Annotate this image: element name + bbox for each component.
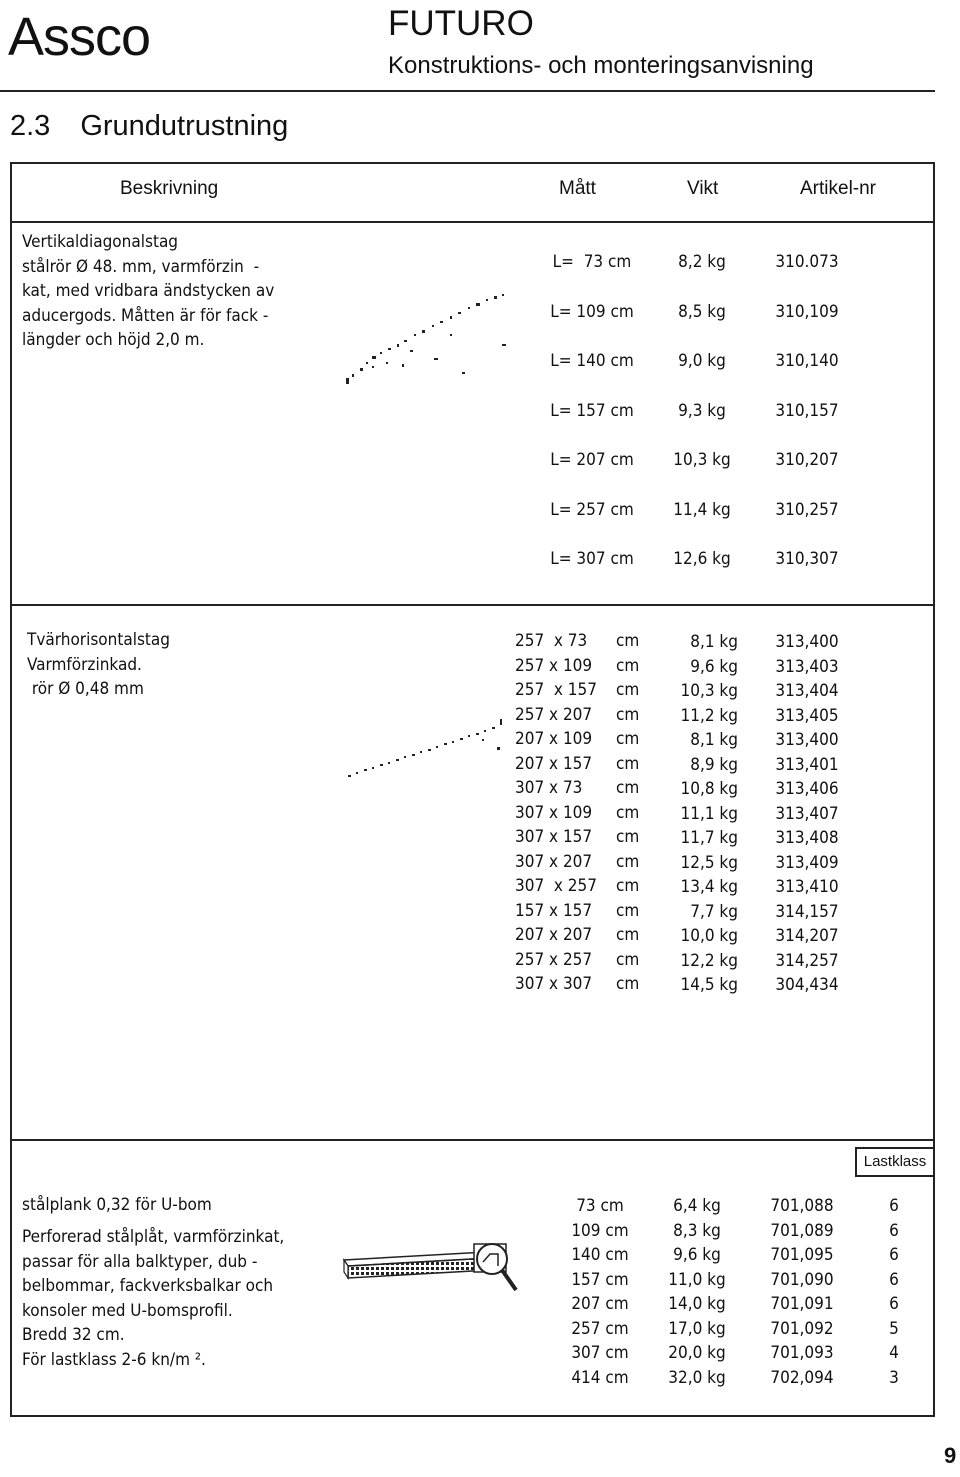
- vikt-cell: 6,4 kg: [673, 1196, 721, 1216]
- unit-cell: cm: [616, 876, 640, 896]
- unit-cell: cm: [616, 704, 640, 725]
- tvar-description: Tvärhorisontalstag Varmförzinkad. rör Ø 0,48 mm: [27, 630, 171, 699]
- unit-cell: cm: [616, 778, 640, 798]
- document-subtitle: Konstruktions- och monteringsanvisning: [388, 52, 814, 79]
- section-number: 2.3: [10, 110, 51, 142]
- matt-cell: 157 x 157: [515, 900, 593, 921]
- brand-logo: Assco: [8, 7, 151, 67]
- vikt-cell: 32,0 kg: [668, 1367, 726, 1388]
- vikt-cell: 12,5 kg: [680, 852, 738, 873]
- vikt-cell: 14,0 kg: [668, 1294, 726, 1314]
- vikt-cell: 7,7 kg: [690, 901, 738, 922]
- matt-cell: 307 x 157: [515, 827, 593, 847]
- header-rule: [0, 90, 935, 92]
- col-header-matt: Mått: [559, 178, 596, 199]
- vikt-cell: 20,0 kg: [668, 1343, 726, 1363]
- vertikal-vikt-column: [657, 250, 747, 597]
- artikel-cell: 304,434: [775, 975, 839, 995]
- section-heading: [10, 110, 288, 143]
- section-title: Grundutrustning: [80, 110, 289, 142]
- col-header-lastklass: Lastklass: [855, 1147, 935, 1177]
- row-divider-1: [12, 604, 933, 606]
- lastklass-cell: 3: [889, 1367, 899, 1388]
- vikt-cell: 12,2 kg: [680, 950, 738, 971]
- matt-cell: 307 x 307: [515, 974, 593, 994]
- vikt-cell: 11,0 kg: [668, 1269, 726, 1290]
- matt-cell: 207 x 207: [515, 925, 593, 945]
- artikel-cell: 701,095: [770, 1245, 834, 1265]
- matt-cell: 207 x 109: [515, 729, 593, 749]
- steel-plank-image: [340, 1226, 520, 1306]
- stalplank-matt-column: [560, 1194, 640, 1390]
- unit-cell: cm: [616, 851, 640, 872]
- unit-cell: cm: [616, 655, 640, 676]
- matt-cell: 307 x 257: [515, 876, 597, 896]
- artikel-cell: 701,091: [770, 1294, 834, 1314]
- artikel-cell: 310,207: [775, 450, 839, 470]
- artikel-cell: 701,088: [770, 1196, 834, 1216]
- vikt-cell: 9,6 kg: [673, 1245, 721, 1265]
- unit-cell: cm: [616, 802, 640, 823]
- unit-cell: cm: [616, 631, 640, 651]
- vikt-cell: 10,8 kg: [680, 779, 738, 799]
- vikt-cell: 14,5 kg: [680, 975, 738, 995]
- vertikal-matt-column: [522, 250, 662, 597]
- header-divider: [12, 221, 933, 223]
- unit-cell: cm: [616, 680, 640, 700]
- matt-cell: L= 140 cm: [550, 351, 634, 371]
- matt-cell: L= 257 cm: [550, 499, 634, 520]
- artikel-cell: 314,257: [775, 950, 839, 971]
- diagonal-brace-image: [342, 292, 512, 397]
- stalplank-lastklass-column: [874, 1194, 914, 1390]
- artikel-cell: 701,090: [770, 1269, 834, 1290]
- matt-cell: L= 207 cm: [550, 450, 634, 470]
- matt-cell: 307 x 109: [515, 802, 593, 823]
- vikt-cell: 8,1 kg: [690, 632, 738, 652]
- vikt-cell: 10,3 kg: [673, 450, 731, 470]
- matt-cell: 257 x 207: [515, 704, 593, 725]
- vikt-cell: 11,2 kg: [680, 705, 738, 726]
- artikel-cell: 314,157: [775, 901, 839, 922]
- unit-cell: cm: [616, 949, 640, 970]
- artikel-cell: 310.073: [775, 252, 839, 272]
- vikt-cell: 11,4 kg: [673, 499, 731, 520]
- artikel-cell: 313,409: [775, 852, 839, 873]
- lastklass-cell: 6: [889, 1269, 899, 1290]
- stalplank-vikt-column: [652, 1194, 742, 1390]
- col-header-beskrivning: Beskrivning: [120, 178, 219, 199]
- matt-cell: 257 x 157: [515, 680, 597, 700]
- document-title: FUTURO: [388, 4, 534, 43]
- equipment-table: [10, 162, 935, 1417]
- matt-cell: 307 x 207: [515, 851, 593, 872]
- vikt-cell: 8,3 kg: [673, 1220, 721, 1241]
- vikt-cell: 17,0 kg: [668, 1318, 726, 1339]
- lastklass-cell: 4: [889, 1343, 899, 1363]
- tvar-unit-column: [616, 629, 656, 997]
- matt-cell: 257 x 257: [515, 949, 593, 970]
- matt-cell: 109 cm: [571, 1220, 629, 1241]
- matt-cell: 257 cm: [571, 1318, 629, 1339]
- artikel-cell: 313,408: [775, 828, 839, 848]
- matt-cell: L= 157 cm: [550, 400, 634, 421]
- unit-cell: cm: [616, 729, 640, 749]
- artikel-cell: 313,401: [775, 754, 839, 775]
- vikt-cell: 8,1 kg: [690, 730, 738, 750]
- vikt-cell: 11,7 kg: [680, 828, 738, 848]
- artikel-cell: 313,400: [775, 730, 839, 750]
- matt-cell: 414 cm: [571, 1367, 629, 1388]
- lastklass-cell: 6: [889, 1196, 899, 1216]
- lastklass-cell: 6: [889, 1245, 899, 1265]
- vikt-cell: 8,5 kg: [678, 301, 726, 322]
- artikel-cell: 310,307: [775, 549, 839, 569]
- vikt-cell: 8,2 kg: [678, 252, 726, 272]
- artikel-cell: 701,092: [770, 1318, 834, 1339]
- unit-cell: cm: [616, 925, 640, 945]
- matt-cell: 207 cm: [571, 1294, 629, 1314]
- matt-cell: 307 x 73: [515, 778, 583, 798]
- artikel-cell: 702,094: [770, 1367, 834, 1388]
- page-number: 9: [944, 1443, 957, 1468]
- artikel-cell: 310,257: [775, 499, 839, 520]
- horizontal-brace-image: [342, 709, 512, 784]
- stalplank-description: Perforerad stålplåt, varmförzinkat, passar för alla balktyper, dub - belbommar, fackverksbalkar och konsoler med U-bomsprofil. Bredd 32 cm. För lastklass 2-6 kn/m ².: [22, 1227, 285, 1370]
- vikt-cell: 11,1 kg: [680, 803, 738, 824]
- vikt-cell: 13,4 kg: [680, 877, 738, 897]
- artikel-cell: 313,410: [775, 877, 839, 897]
- matt-cell: 140 cm: [571, 1245, 629, 1265]
- matt-cell: L= 73 cm: [552, 252, 632, 272]
- lastklass-cell: 5: [889, 1318, 899, 1339]
- unit-cell: cm: [616, 974, 640, 994]
- artikel-cell: 313,400: [775, 632, 839, 652]
- unit-cell: cm: [616, 753, 640, 774]
- vikt-cell: 9,6 kg: [690, 656, 738, 677]
- col-header-vikt: Vikt: [687, 178, 719, 199]
- matt-cell: 157 cm: [571, 1269, 629, 1290]
- artikel-cell: 313,406: [775, 779, 839, 799]
- vikt-cell: 8,9 kg: [690, 754, 738, 775]
- artikel-cell: 701,089: [770, 1220, 834, 1241]
- artikel-cell: 313,403: [775, 656, 839, 677]
- artikel-cell: 701,093: [770, 1343, 834, 1363]
- stalplank-title: stålplank 0,32 för U-bom: [22, 1195, 212, 1215]
- artikel-cell: 310,109: [775, 301, 839, 322]
- artikel-cell: 313,404: [775, 681, 839, 701]
- artikel-cell: 314,207: [775, 926, 839, 946]
- vikt-cell: 10,0 kg: [680, 926, 738, 946]
- row-divider-2: [12, 1139, 933, 1141]
- matt-cell: L= 307 cm: [550, 549, 634, 569]
- unit-cell: cm: [616, 900, 640, 921]
- lastklass-cell: 6: [889, 1294, 899, 1314]
- artikel-cell: 313,405: [775, 705, 839, 726]
- col-header-artikel: Artikel-nr: [800, 178, 877, 199]
- matt-cell: 73 cm: [576, 1196, 624, 1216]
- unit-cell: cm: [616, 827, 640, 847]
- matt-cell: L= 109 cm: [550, 301, 634, 322]
- tvar-matt-column: [515, 629, 610, 997]
- tvar-vikt-column: [652, 630, 738, 998]
- vikt-cell: 12,6 kg: [673, 549, 731, 569]
- matt-cell: 257 x 73: [515, 631, 588, 651]
- tvar-artikel-column: [762, 630, 852, 998]
- matt-cell: 307 cm: [571, 1343, 629, 1363]
- lastklass-cell: 6: [889, 1220, 899, 1241]
- stalplank-artikel-column: [757, 1194, 847, 1390]
- artikel-cell: 310,140: [775, 351, 839, 371]
- vikt-cell: 9,0 kg: [678, 351, 726, 371]
- artikel-cell: 313,407: [775, 803, 839, 824]
- vikt-cell: 10,3 kg: [680, 681, 738, 701]
- artikel-cell: 310,157: [775, 400, 839, 421]
- vikt-cell: 9,3 kg: [678, 400, 726, 421]
- vertikal-description: Vertikaldiagonalstag stålrör Ø 48. mm, varmförzin - kat, med vridbara ändstycken av aducergods. Måtten är för fack - längder och höjd 2,0 m.: [22, 232, 275, 350]
- matt-cell: 207 x 157: [515, 753, 593, 774]
- vertikal-artikel-column: [762, 250, 852, 597]
- matt-cell: 257 x 109: [515, 655, 593, 676]
